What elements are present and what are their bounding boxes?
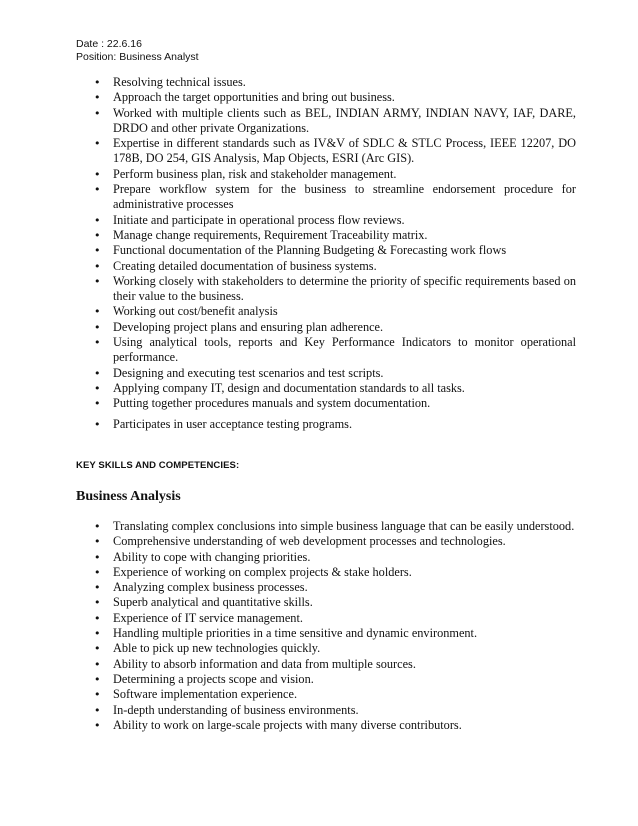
list-item: • Resolving technical issues. (94, 75, 576, 90)
list-item: • Ability to absorb information and data from multiple sources. (94, 657, 576, 672)
list-item: • Determining a projects scope and vision. (94, 672, 576, 687)
list-item: • Using analytical tools, reports and Key Performance Indicators to monitor operational performance. (94, 335, 576, 366)
list-item: • Initiate and participate in operational process flow reviews. (94, 213, 576, 228)
list-item: • Developing project plans and ensuring plan adherence. (94, 320, 576, 335)
list-item: • Creating detailed documentation of business systems. (94, 259, 576, 274)
list-item: • Participates in user acceptance testing programs. (94, 417, 576, 432)
list-item: • Putting together procedures manuals and system documentation. (94, 396, 576, 411)
date-line: Date : 22.6.16 (76, 38, 142, 50)
skills-list (94, 519, 576, 733)
list-item: • Software implementation experience. (94, 687, 576, 702)
list-item: • Functional documentation of the Planning Budgeting & Forecasting work flows (94, 243, 576, 258)
list-item: • Manage change requirements, Requirement Traceability matrix. (94, 228, 576, 243)
list-item: • Designing and executing test scenarios and test scripts. (94, 366, 576, 381)
list-item: • Translating complex conclusions into simple business language that can be easily understood. (94, 519, 576, 534)
list-item: • Working out cost/benefit analysis (94, 304, 576, 319)
list-item: • Ability to cope with changing priorities. (94, 550, 576, 565)
list-item: • Worked with multiple clients such as BEL, INDIAN ARMY, INDIAN NAVY, IAF, DARE, DRDO and other private Organizations. (94, 106, 576, 137)
list-item: • Analyzing complex business processes. (94, 580, 576, 595)
list-item: • Prepare workflow system for the business to streamline endorsement procedure for administrative processes (94, 182, 576, 213)
list-item: • Perform business plan, risk and stakeholder management. (94, 167, 576, 182)
list-item: • Ability to work on large-scale projects with many diverse contributors. (94, 718, 576, 733)
business-analysis-heading: Business Analysis (76, 489, 181, 504)
list-item: • Comprehensive understanding of web development processes and technologies. (94, 534, 576, 549)
list-item: • Handling multiple priorities in a time sensitive and dynamic environment. (94, 626, 576, 641)
list-item: • In-depth understanding of business environments. (94, 703, 576, 718)
list-item: • Applying company IT, design and documentation standards to all tasks. (94, 381, 576, 396)
list-item: • Experience of IT service management. (94, 611, 576, 626)
list-item: • Expertise in different standards such as IV&V of SDLC & STLC Process, IEEE 12207, DO 178B, DO 254, GIS Analysis, Map Objects, ESRI (Arc GIS). (94, 136, 576, 167)
responsibilities-list (94, 75, 576, 432)
list-item: • Working closely with stakeholders to determine the priority of specific requirements based on their value to the business. (94, 274, 576, 305)
list-item: • Able to pick up new technologies quickly. (94, 641, 576, 656)
list-item: • Approach the target opportunities and bring out business. (94, 90, 576, 105)
list-item: • Experience of working on complex projects & stake holders. (94, 565, 576, 580)
key-skills-heading: KEY SKILLS AND COMPETENCIES: (76, 460, 240, 471)
list-item: • Superb analytical and quantitative skills. (94, 595, 576, 610)
position-line: Position: Business Analyst (76, 51, 199, 63)
document-header (76, 38, 199, 64)
